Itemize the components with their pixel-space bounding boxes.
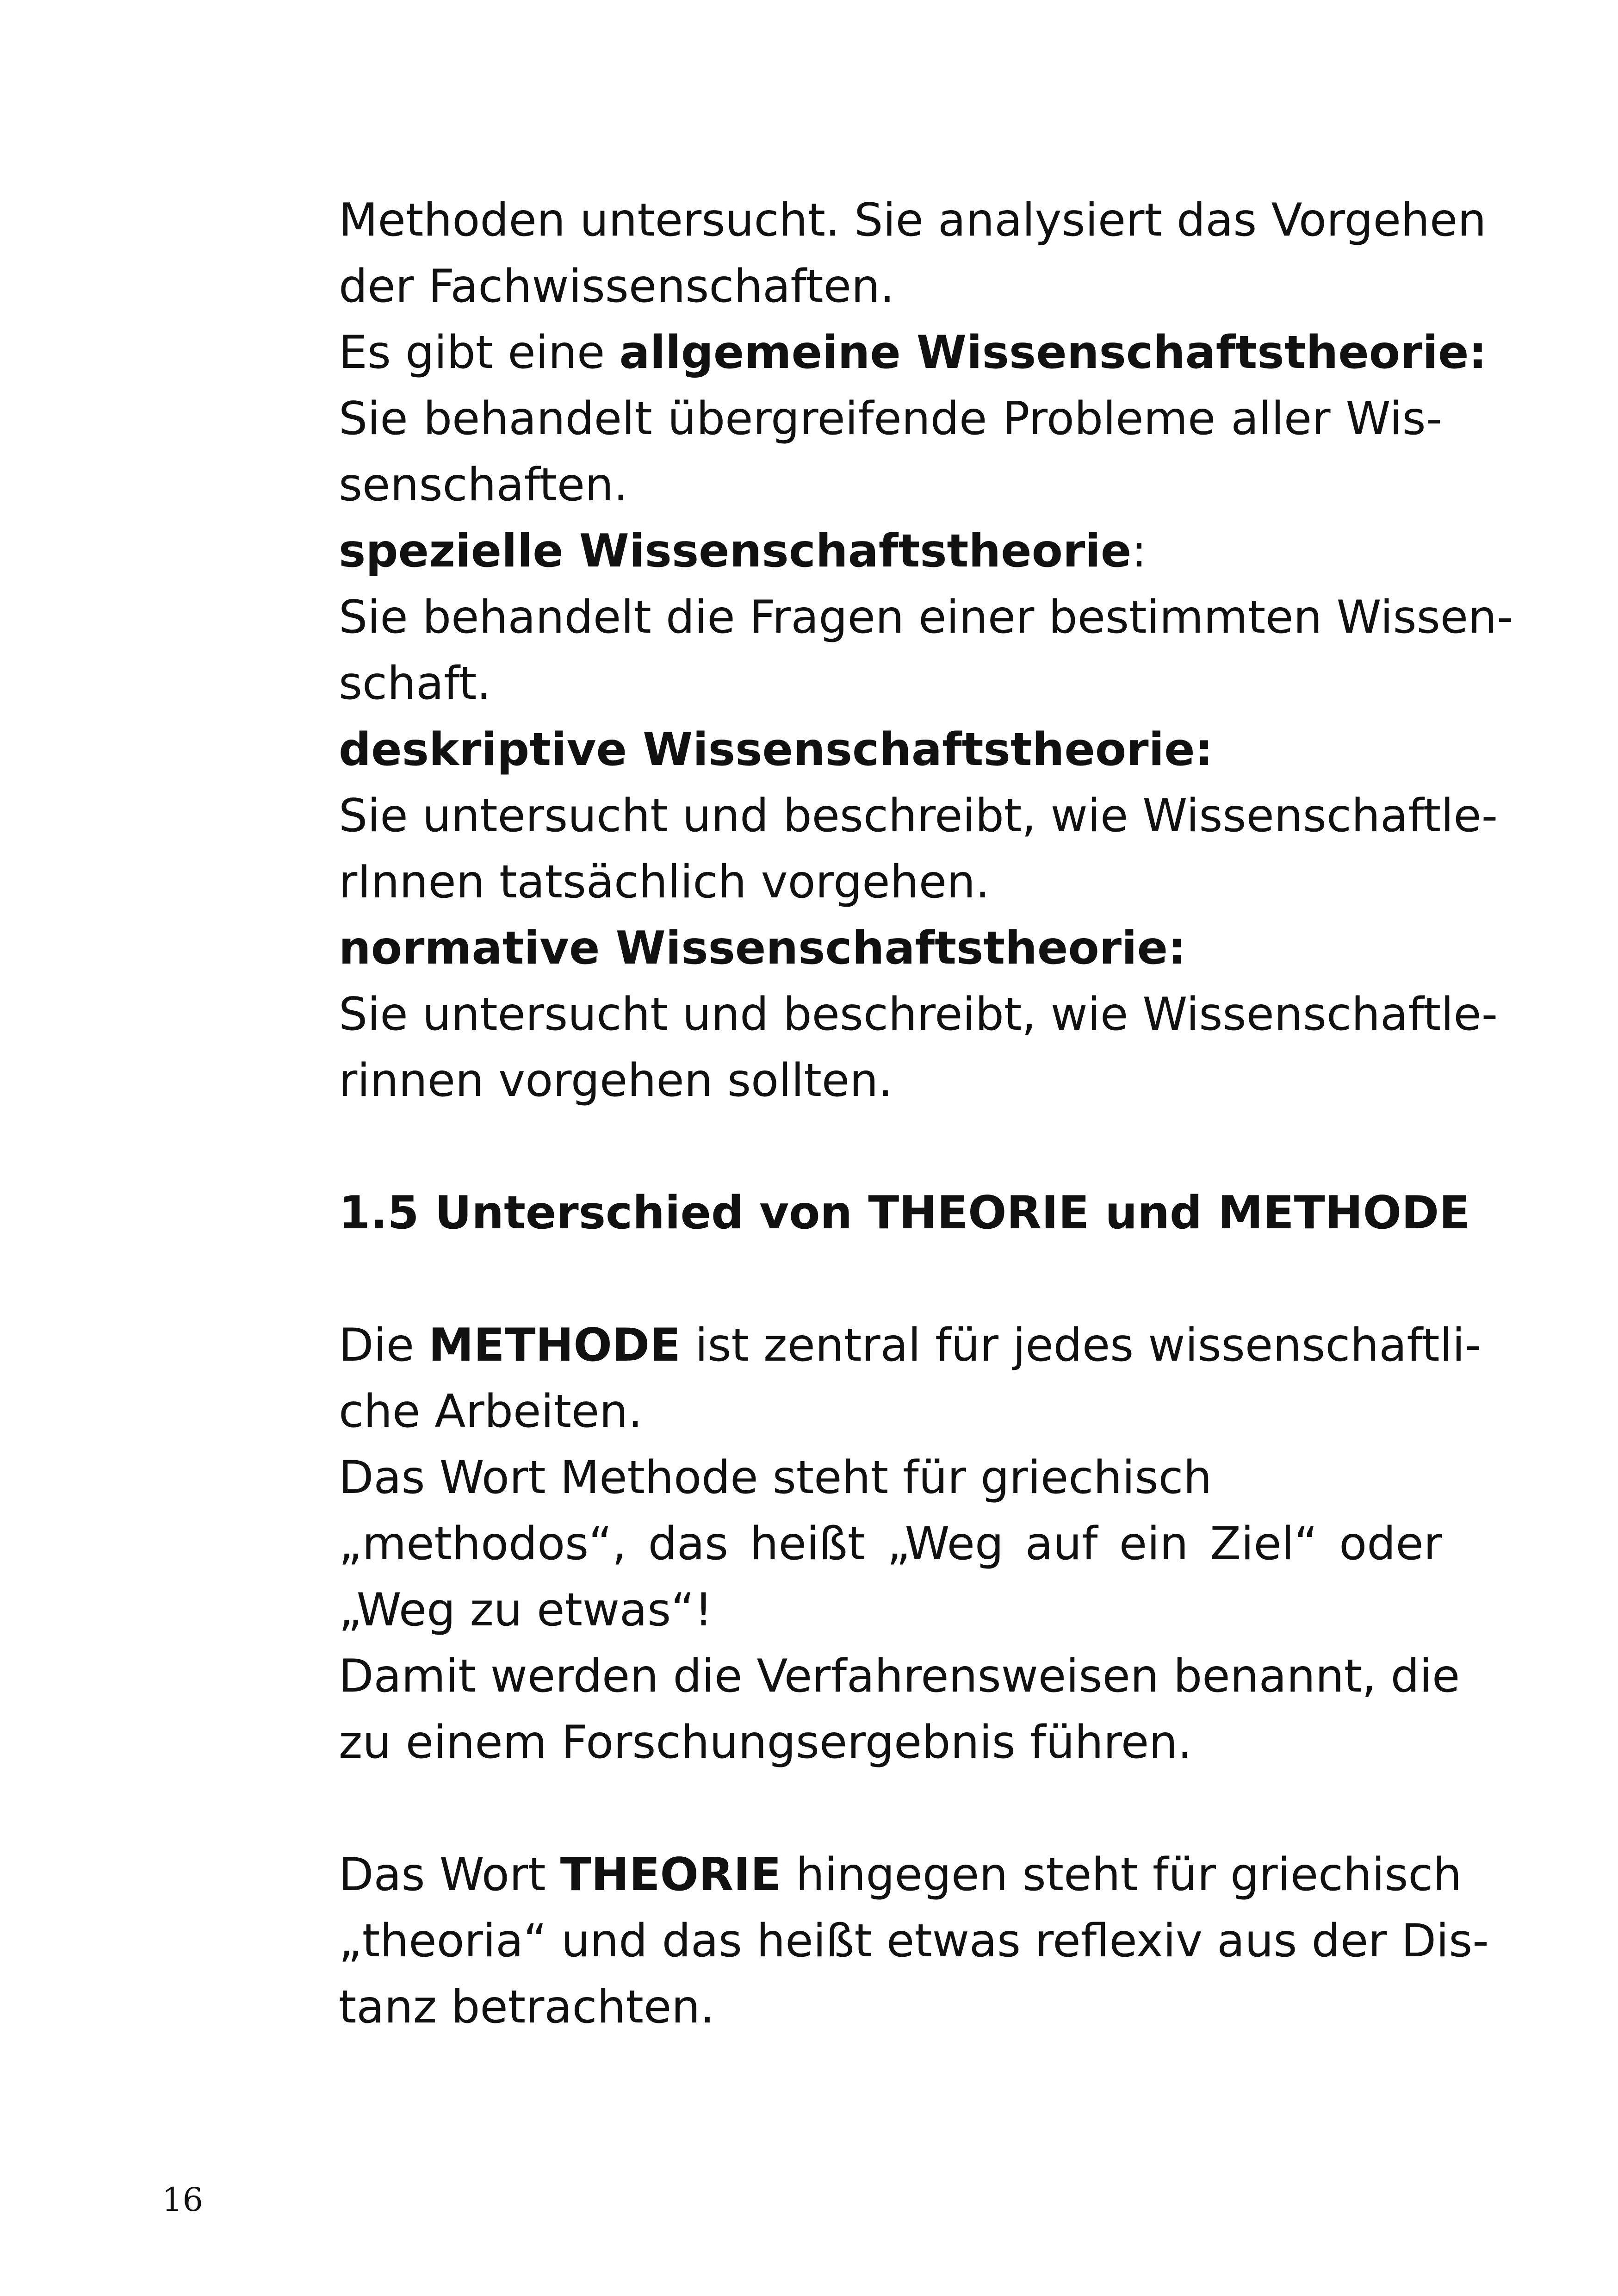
text-line: Sie untersucht und beschreibt, wie Wissenschaftle- bbox=[339, 790, 1498, 842]
text-fragment: Das Wort bbox=[339, 1848, 560, 1901]
term-spezielle: spezielle Wissenschaftstheorie bbox=[339, 525, 1132, 578]
term-allgemeine: allgemeine Wissenschaftstheorie: bbox=[619, 326, 1487, 379]
page-number: 16 bbox=[162, 2181, 204, 2219]
text-line: zu einem Forschungsergebnis führen. bbox=[339, 1716, 1192, 1769]
text-line: che Arbeiten. bbox=[339, 1385, 643, 1438]
text-line bbox=[339, 1842, 1462, 1908]
section-heading: 1.5 Unterschied von THEORIE und METHODE bbox=[339, 1187, 1470, 1239]
text-line: rinnen vorgehen sollten. bbox=[339, 1054, 893, 1107]
text-line: der Fachwissenschaften. bbox=[339, 260, 895, 313]
text-line: „Weg zu etwas“! bbox=[339, 1584, 713, 1636]
text-line: Sie behandelt übergreifende Probleme aller Wis- bbox=[339, 392, 1442, 445]
paragraph-gap bbox=[339, 1776, 1442, 1842]
term-theorie: THEORIE bbox=[560, 1848, 781, 1901]
text-line: „theoria“ und das heißt etwas reflexiv aus der Dis- bbox=[339, 1915, 1489, 1967]
text-fragment: : bbox=[1131, 525, 1147, 578]
text-fragment: Es gibt eine bbox=[339, 326, 620, 379]
page-text-block bbox=[339, 187, 1513, 2041]
text-line: schaft. bbox=[339, 657, 491, 710]
term-deskriptive: deskriptive Wissenschaftstheorie: bbox=[339, 723, 1213, 776]
term-normative: normative Wissenschaftstheorie: bbox=[339, 922, 1186, 975]
paragraph-gap bbox=[339, 1246, 1442, 1313]
text-line: Das Wort Methode steht für griechisch bbox=[339, 1451, 1212, 1504]
text-line: Sie behandelt die Fragen einer bestimmten Wissen- bbox=[339, 591, 1513, 644]
text-fragment: Die bbox=[339, 1319, 429, 1372]
text-fragment: hingegen steht für griechisch bbox=[781, 1848, 1462, 1901]
text-line bbox=[339, 320, 1487, 386]
text-line: senschaften. bbox=[339, 459, 628, 511]
text-fragment: ist zentral für jedes wissenschaftli- bbox=[681, 1319, 1482, 1372]
paragraph-gap bbox=[339, 1114, 1442, 1180]
text-line: „methodos“, das heißt „Weg auf ein Ziel“ oder bbox=[339, 1518, 1442, 1570]
text-line: rInnen tatsächlich vorgehen. bbox=[339, 856, 990, 908]
text-line bbox=[339, 518, 1442, 585]
text-line: Methoden untersucht. Sie analysiert das Vorgehen bbox=[339, 194, 1487, 247]
text-line: Damit werden die Verfahrensweisen benannt, die bbox=[339, 1650, 1460, 1703]
text-line bbox=[339, 1313, 1482, 1379]
term-methode: METHODE bbox=[428, 1319, 681, 1372]
text-line: tanz betrachten. bbox=[339, 1981, 715, 2034]
text-line: Sie untersucht und beschreibt, wie Wissenschaftle- bbox=[339, 988, 1498, 1041]
